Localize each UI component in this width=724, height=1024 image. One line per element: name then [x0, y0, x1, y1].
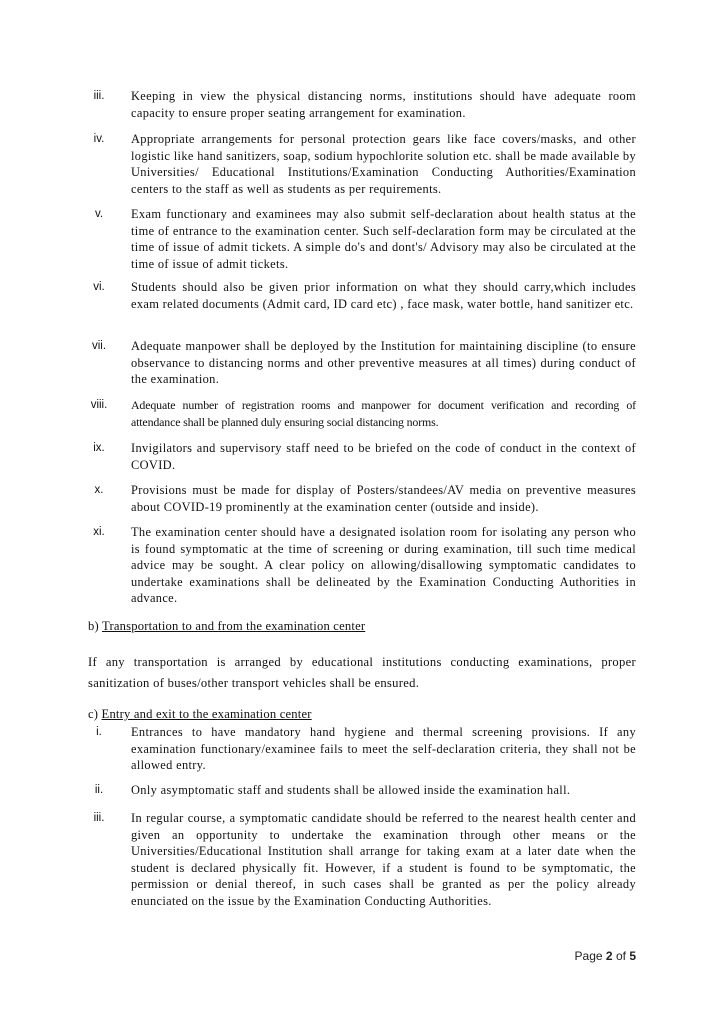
item-text: Students should also be given prior information on what they should carry,which includes exam related documents (Admit card, ID card etc) , face mask, water bottle, hand sanitizer etc.	[131, 280, 636, 311]
item-number: x.	[94, 484, 104, 496]
item-text: Keeping in view the physical distancing norms, institutions should have adequate room capacity to ensure proper seating arrangement for examination.	[131, 89, 636, 120]
item-text: The examination center should have a designated isolation room for isolating any person who is found symptomatic at the time of screening or during examination, till such time medical advice may be sought. A clear policy on allowing/disallowing symptomatic candidates to undertake examinations shall be delineated by the Examination Conducting Authorities in advance.	[131, 525, 636, 605]
item-number: iii.	[93, 812, 105, 824]
current-page: 2	[605, 949, 613, 963]
item-text: Only asymptomatic staff and students shall be allowed inside the examination hall.	[131, 783, 571, 797]
item-number: vi.	[93, 281, 105, 293]
item-number: ix.	[93, 442, 105, 454]
section-title: Transportation to and from the examination center	[102, 619, 366, 633]
item-number: iv.	[93, 133, 105, 145]
item-text: Invigilators and supervisory staff need to be briefed on the code of conduct in the context of COVID.	[131, 441, 636, 472]
item-number: viii.	[90, 399, 108, 411]
section-prefix: b)	[88, 619, 103, 633]
item-number: iii.	[93, 90, 105, 102]
item-text: Appropriate arrangements for personal protection gears like face covers/masks, and other logistic like hand sanitizers, soap, sodium hypochlorite solution etc. shall be made available by Universities/ Educational Institutions/Examination Conducting Authorities/Examination centers to the staff as well as students as per requirements.	[131, 132, 636, 196]
item-number: v.	[94, 208, 104, 220]
item-text: Exam functionary and examinees may also submit self-declaration about health status at the time of entrance to the examination center. Such self-declaration form may be circulated at the time of issue of admit tickets. A simple do's and dont's/ Advisory may also be circulated at the time of issue of admit tickets.	[131, 207, 636, 271]
section-heading-transportation	[88, 618, 365, 635]
page-word: Page	[574, 949, 603, 963]
item-number: vii.	[91, 340, 107, 352]
item-text: Provisions must be made for display of Posters/standees/AV media on preventive measures about COVID-19 prominently at the examination center (outside and inside).	[131, 483, 636, 514]
item-number: i.	[96, 726, 102, 738]
item-text: Adequate manpower shall be deployed by the Institution for maintaining discipline (to ensure observance to distancing norms and other preventive measures at all times) during conduct of the examination.	[131, 339, 636, 386]
item-text: In regular course, a symptomatic candidate should be referred to the nearest health center and given an opportunity to undertake the examination through other means or the Universities/Educational Institution shall arrange for taking exam at a later date when the student is declared physically fit. However, if a student is found to be symptomatic, the permission or denial thereof, in such cases shall be granted as per the policy already enunciated on the issue by the Examination Conducting Authorities.	[131, 811, 636, 908]
section-prefix: c)	[88, 707, 102, 721]
section-paragraph: If any transportation is arranged by educational institutions conducting examinations, proper sanitization of buses/other transport vehicles shall be ensured.	[88, 655, 636, 690]
total-pages: 5	[629, 949, 636, 963]
item-number: ii.	[94, 784, 104, 796]
item-number: xi.	[93, 526, 105, 538]
of-word: of	[615, 949, 626, 963]
item-text: Entrances to have mandatory hand hygiene and thermal screening provisions. If any examination functionary/examinee fails to meet the self-declaration criteria, they shall not be allowed entry.	[131, 725, 636, 772]
page-number-footer	[575, 948, 636, 965]
section-title: Entry and exit to the examination center	[101, 707, 312, 721]
section-heading-entry-exit	[88, 706, 312, 723]
item-text: Adequate number of registration rooms and manpower for document verification and recording of attendance shall be planned duly ensuring social distancing norms.	[131, 398, 636, 429]
